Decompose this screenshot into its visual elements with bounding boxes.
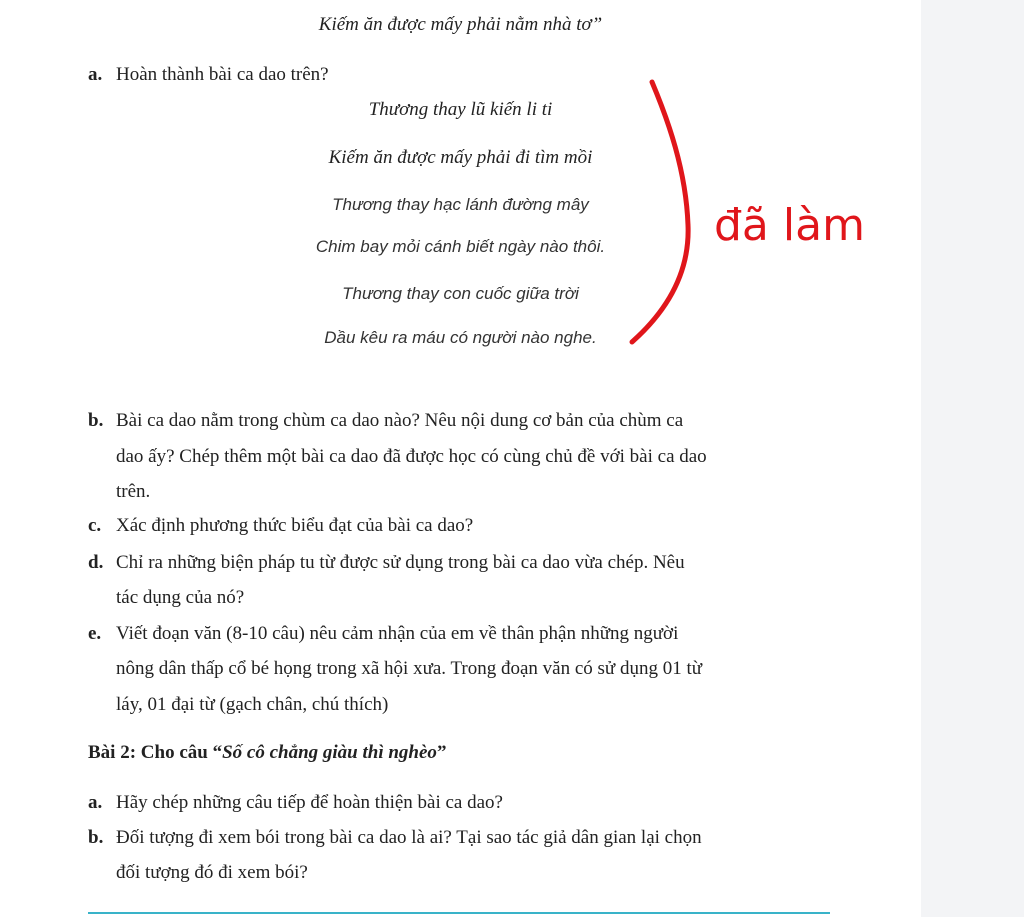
poem-top-line: Kiếm ăn được mấy phải nằm nhà tơ” [318,14,603,35]
bai2-heading [88,742,446,764]
poem-line-6: Dầu kêu ra máu có người nào nghe. [324,328,597,347]
poem-line-1: Thương thay lũ kiến li ti [368,99,553,120]
question-c-text: Xác định phương thức biểu đạt của bài ca dao? [116,515,474,536]
question-d-label: d. [88,552,104,573]
question2-b-line-2: đối tượng đó đi xem bói? [116,862,308,883]
question-d-line-1: Chỉ ra những biện pháp tu từ được sử dụng trong bài ca dao vừa chép. Nêu [116,552,685,573]
bottom-divider [88,912,830,914]
poem-line-5: Thương thay con cuốc giữa trời [342,284,579,303]
question-c-label: c. [88,515,102,536]
right-side-panel [921,0,1024,917]
question-a-label: a. [88,64,103,85]
question-d-line-2: tác dụng của nó? [116,587,245,608]
question-b-label: b. [88,410,104,431]
question2-b-line-1: Đối tượng đi xem bói trong bài ca dao là ai? Tại sao tác giả dân gian lại chọn [116,827,702,848]
question2-a-text: Hãy chép những câu tiếp để hoàn thiện bài ca dao? [116,792,503,813]
question2-b-label: b. [88,827,104,848]
question-e-label: e. [88,623,102,644]
bai2-suffix: ” [436,742,447,763]
bracket-stroke [632,82,688,342]
bai2-quote: Số cô chẳng giàu thì nghèo [222,742,437,763]
question-b-line-2: dao ấy? Chép thêm một bài ca dao đã được học có cùng chủ đề với bài ca dao [116,446,707,467]
question-e-line-2: nông dân thấp cổ bé họng trong xã hội xưa. Trong đoạn văn có sử dụng 01 từ [116,658,703,679]
poem-line-3: Thương thay hạc lánh đường mây [332,195,589,214]
question-b-line-3: trên. [116,481,151,502]
handwritten-note-text: đã làm [714,200,865,251]
question-e-line-1: Viết đoạn văn (8-10 câu) nêu cảm nhận của em về thân phận những người [116,623,679,644]
question-e-line-3: láy, 01 đại từ (gạch chân, chú thích) [116,694,389,715]
bai2-prefix: Bài 2: Cho câu “ [88,742,223,763]
question-a-text: Hoàn thành bài ca dao trên? [116,64,329,85]
poem-line-2: Kiếm ăn được mấy phải đi tìm mồi [328,147,593,168]
poem-line-4: Chim bay mỏi cánh biết ngày nào thôi. [315,237,606,256]
question-b-line-1: Bài ca dao nằm trong chùm ca dao nào? Nêu nội dung cơ bản của chùm ca [116,410,684,431]
question2-a-label: a. [88,792,103,813]
